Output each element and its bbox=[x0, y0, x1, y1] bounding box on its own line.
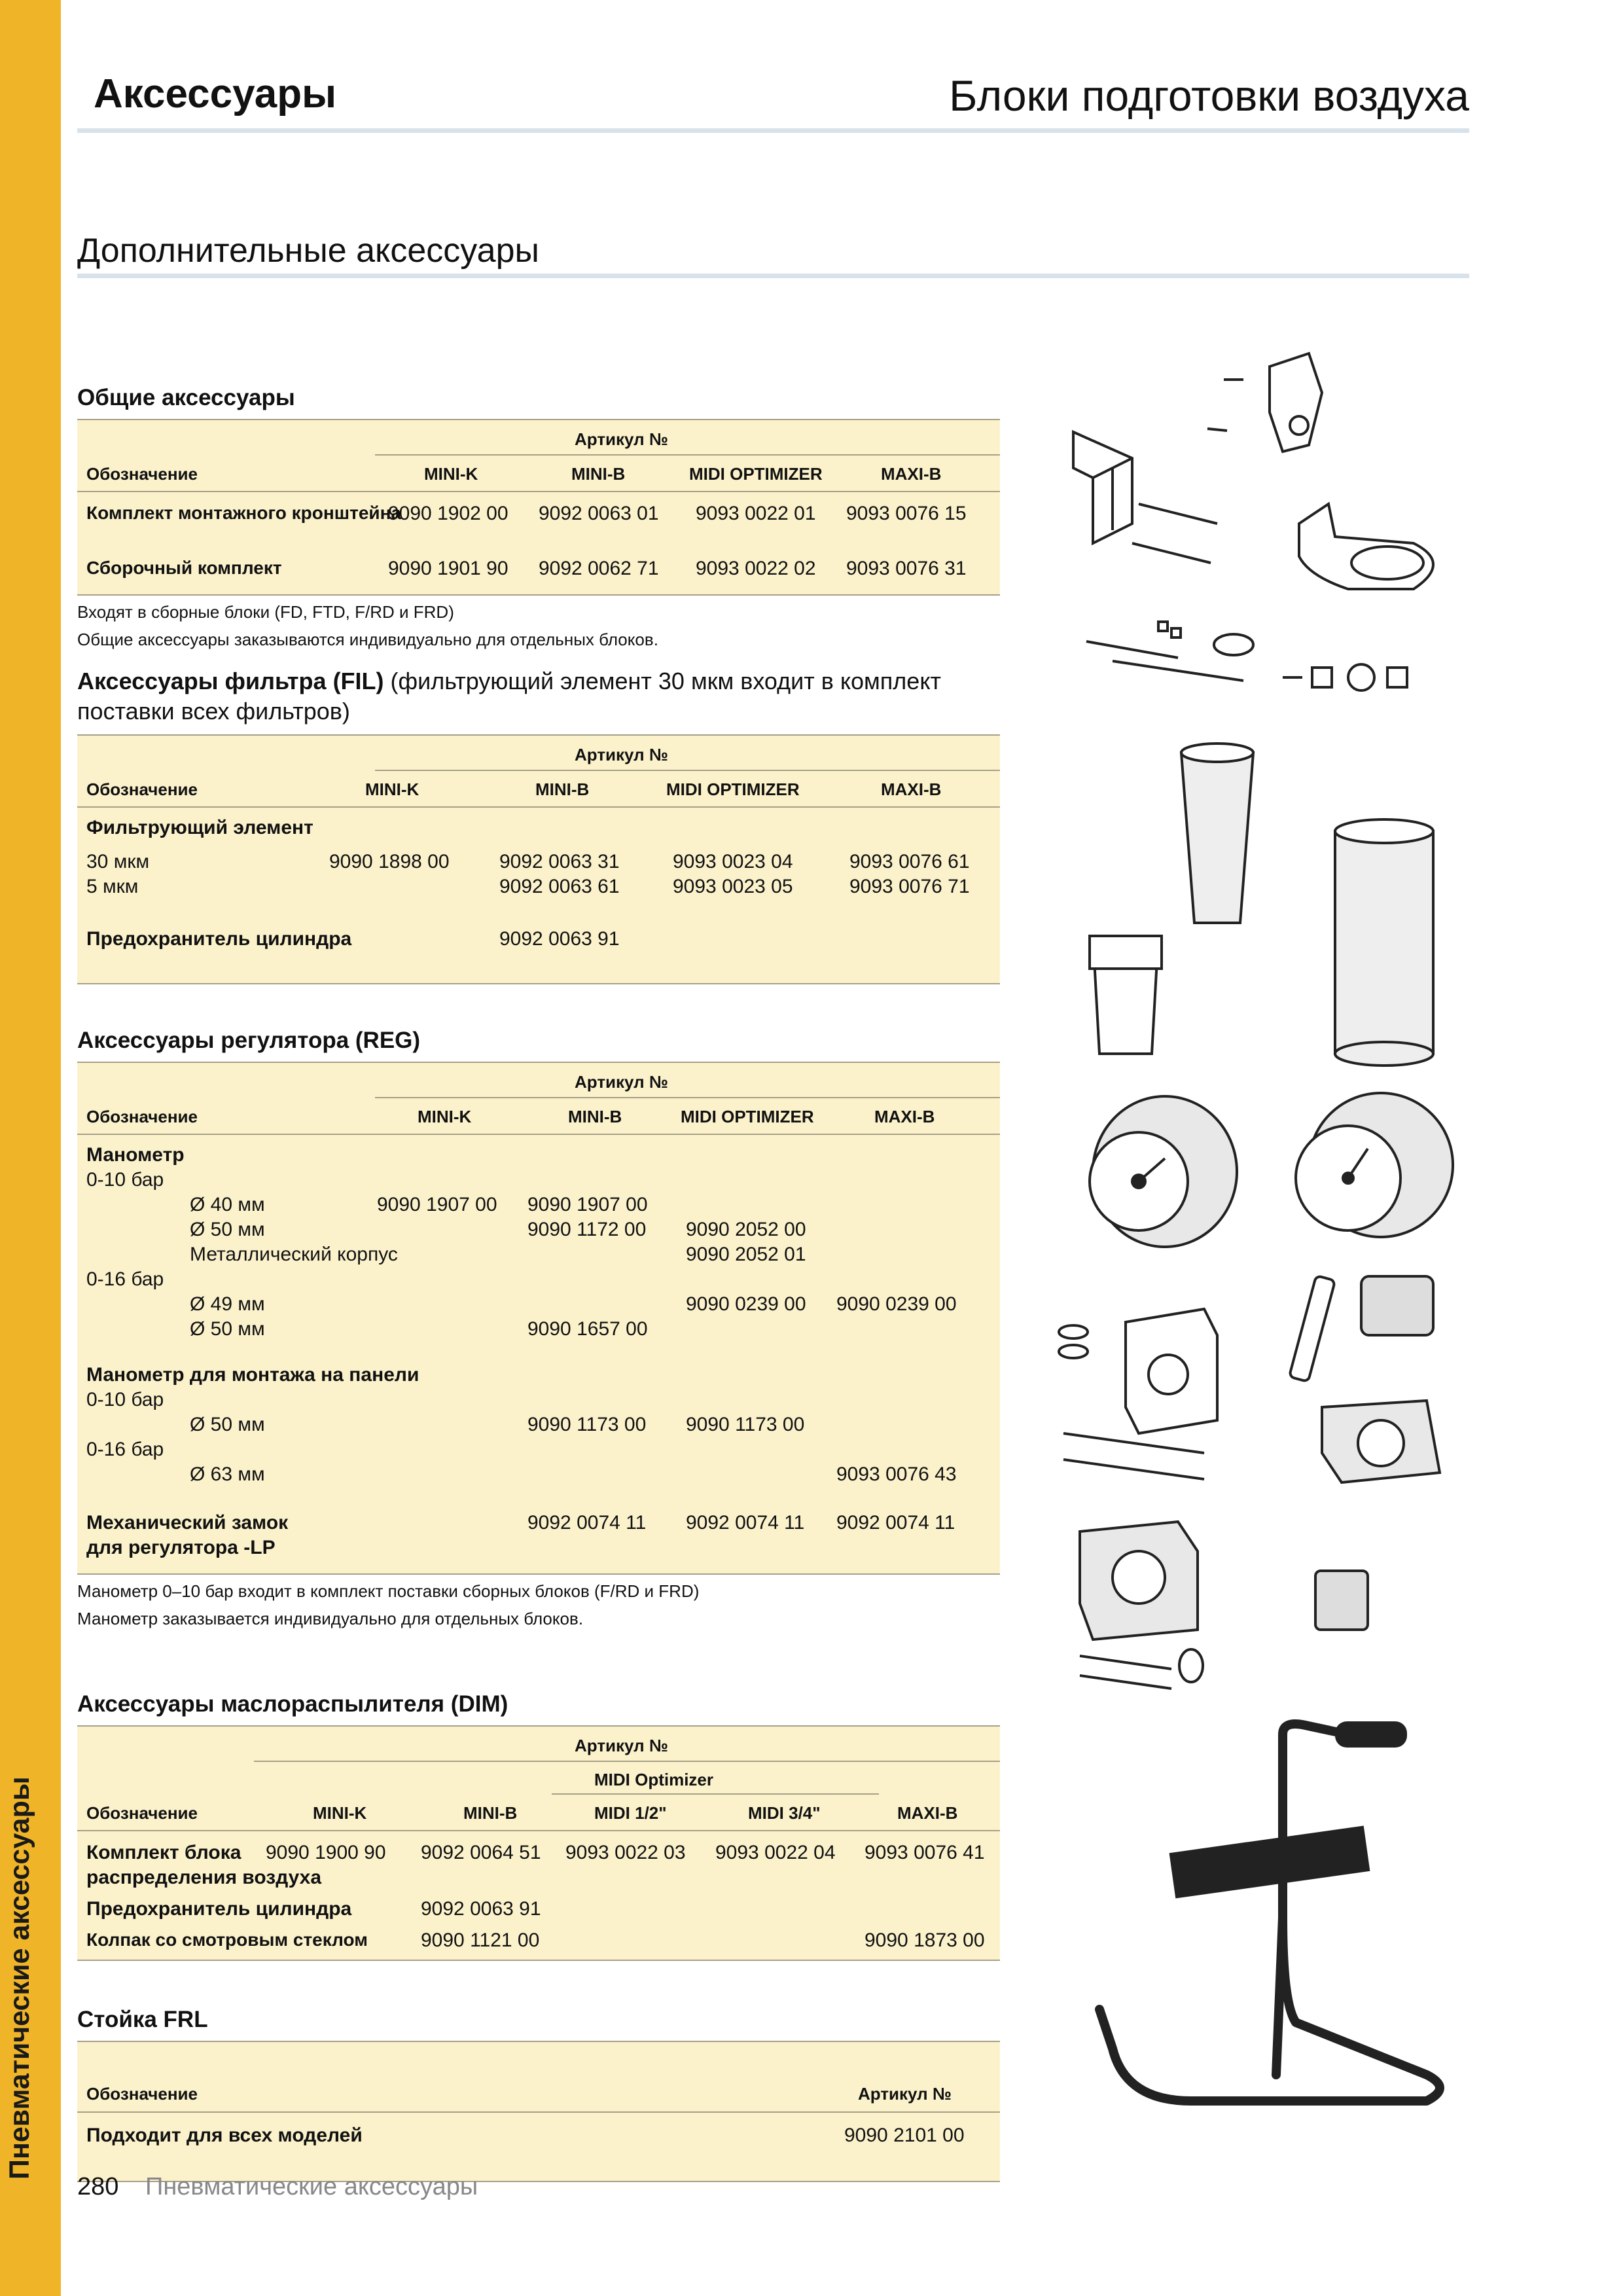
row-name: Предохранитель цилиндра bbox=[86, 1898, 352, 1920]
lubricator-title: Аксессуары маслораспылителя (DIM) bbox=[77, 1691, 508, 1717]
table-cell: 9093 0023 04 bbox=[673, 851, 793, 872]
designation-header: Обозначение bbox=[86, 2084, 198, 2104]
row-name: для регулятора -LP bbox=[86, 1537, 276, 1558]
midi-group-header: MIDI Optimizer bbox=[594, 1770, 714, 1789]
range-label: 0-16 бар bbox=[86, 1439, 164, 1460]
row-name: Комплект монтажного кронштейна bbox=[86, 503, 402, 523]
row-name: Комплект блока bbox=[86, 1842, 241, 1863]
row-name: Ø 49 мм bbox=[190, 1293, 265, 1315]
col-mini-b: MINI-B bbox=[571, 464, 626, 484]
filter-title bbox=[77, 666, 1000, 726]
side-label: Пневматические аксессуары bbox=[4, 1776, 35, 2179]
footer-text: Пневматические аксессуары bbox=[145, 2173, 478, 2200]
table-cell: 9093 0076 71 bbox=[849, 876, 970, 897]
row-name: 5 мкм bbox=[86, 876, 139, 897]
note: Общие аксессуары заказываются индивидуально для отдельных блоков. bbox=[77, 630, 658, 649]
row-name: Металлический корпус bbox=[190, 1244, 398, 1265]
table-cell: 9092 0063 91 bbox=[421, 1898, 541, 1920]
article-header: Артикул № bbox=[575, 429, 668, 449]
table-cell: 9092 0074 11 bbox=[527, 1512, 647, 1534]
table-cell: 9090 1657 00 bbox=[527, 1318, 648, 1340]
row-name: Ø 40 мм bbox=[190, 1194, 265, 1215]
row-name: 30 мкм bbox=[86, 851, 150, 872]
table-cell: 9093 0022 04 bbox=[715, 1842, 836, 1863]
filter-element-illustration bbox=[1060, 740, 1479, 1086]
table-cell: 9090 1121 00 bbox=[421, 1929, 540, 1951]
note: Манометр заказывается индивидуально для отдельных блоков. bbox=[77, 1609, 584, 1628]
table-cell: 9092 0064 51 bbox=[421, 1842, 541, 1863]
table-cell: 9090 0239 00 bbox=[836, 1293, 957, 1315]
designation-header: Обозначение bbox=[86, 1803, 198, 1823]
table-cell: 9093 0076 15 bbox=[846, 503, 967, 524]
range-label: 0-16 бар bbox=[86, 1268, 164, 1290]
col-maxi-b: MAXI-B bbox=[881, 780, 942, 799]
row-name: Ø 63 мм bbox=[190, 1463, 265, 1485]
table-cell: 9093 0076 31 bbox=[846, 558, 967, 579]
note: Манометр 0–10 бар входит в комплект поставки сборных блоков (F/RD и FRD) bbox=[77, 1581, 700, 1601]
table-cell: 9090 1907 00 bbox=[377, 1194, 497, 1215]
row-name: Ø 50 мм bbox=[190, 1219, 265, 1240]
filter-title-bold: Аксессуары фильтра (FIL) bbox=[77, 668, 384, 694]
table-cell: 9092 0063 61 bbox=[499, 876, 620, 897]
regulator-title: Аксессуары регулятора (REG) bbox=[77, 1028, 421, 1053]
row-name: Механический замок bbox=[86, 1512, 289, 1534]
col-mini-k: MINI-K bbox=[365, 780, 419, 799]
section-subtitle: Дополнительные аксессуары bbox=[77, 232, 539, 270]
table-cell: 9093 0022 03 bbox=[565, 1842, 686, 1863]
range-label: 0-10 бар bbox=[86, 1389, 164, 1410]
article-header: Артикул № bbox=[858, 2084, 952, 2104]
table-cell: 9093 0022 01 bbox=[696, 503, 816, 524]
col-mini-k: MINI-K bbox=[313, 1803, 367, 1823]
table-cell: 9090 1907 00 bbox=[527, 1194, 648, 1215]
table-cell: 9090 0239 00 bbox=[686, 1293, 806, 1315]
row-name: Колпак со смотровым стеклом bbox=[86, 1929, 368, 1950]
table-cell: 9093 0023 05 bbox=[673, 876, 793, 897]
table-cell: 9090 1173 00 bbox=[686, 1414, 805, 1435]
table-cell: 9092 0062 71 bbox=[539, 558, 659, 579]
col-midi: MIDI OPTIMIZER bbox=[689, 464, 823, 484]
row-name: Фильтрующий элемент bbox=[86, 817, 313, 838]
col-maxi-b: MAXI-B bbox=[897, 1803, 958, 1823]
regulator-table bbox=[77, 1062, 1000, 1575]
col-midi: MIDI OPTIMIZER bbox=[681, 1107, 814, 1126]
col-mini-k: MINI-K bbox=[418, 1107, 472, 1126]
row-name: Подходит для всех моделей bbox=[86, 2125, 363, 2146]
lubricator-table bbox=[77, 1725, 1000, 1961]
frl-stand-illustration bbox=[1086, 1708, 1453, 2140]
col-mini-b: MINI-B bbox=[535, 780, 590, 799]
table-cell: 9092 0063 01 bbox=[539, 503, 659, 524]
row-name: Сборочный комплект bbox=[86, 558, 282, 578]
header-divider bbox=[77, 128, 1469, 133]
col-mini-b: MINI-B bbox=[463, 1803, 518, 1823]
note: Входят в сборные блоки (FD, FTD, F/RD и FRD) bbox=[77, 602, 454, 622]
table-cell: 9092 0074 11 bbox=[686, 1512, 805, 1534]
designation-header: Обозначение bbox=[86, 1107, 198, 1126]
filter-title-rest: (фильтрующий элемент 30 мкм входит в комплект поставки всех фильтров) bbox=[77, 668, 941, 725]
row-name: распределения воздуха bbox=[86, 1867, 322, 1888]
general-table bbox=[77, 419, 1000, 596]
row-name: Ø 50 мм bbox=[190, 1318, 265, 1340]
range-label: 0-10 бар bbox=[86, 1169, 164, 1191]
table-cell: 9090 1898 00 bbox=[329, 851, 450, 872]
table-cell: 9093 0076 61 bbox=[849, 851, 970, 872]
table-cell: 9093 0022 02 bbox=[696, 558, 816, 579]
col-mini-k: MINI-K bbox=[424, 464, 478, 484]
regulator-section bbox=[77, 1028, 1000, 1632]
article-header: Артикул № bbox=[575, 1736, 668, 1755]
col-maxi-b: MAXI-B bbox=[881, 464, 942, 484]
designation-header: Обозначение bbox=[86, 464, 198, 484]
row-name: Манометр для монтажа на панели bbox=[86, 1364, 419, 1386]
col-maxi-b: MAXI-B bbox=[874, 1107, 935, 1126]
col-mini-b: MINI-B bbox=[568, 1107, 622, 1126]
stand-plate bbox=[1169, 1825, 1370, 1898]
stand-title: Стойка FRL bbox=[77, 2007, 208, 2032]
table-cell: 9090 1901 90 bbox=[388, 558, 508, 579]
table-cell: 9090 1873 00 bbox=[865, 1929, 985, 1951]
table-cell: 9092 0074 11 bbox=[836, 1512, 955, 1534]
article-header: Артикул № bbox=[575, 745, 668, 764]
table-cell: 9092 0063 31 bbox=[499, 851, 620, 872]
manometer-illustration bbox=[1067, 1086, 1472, 1263]
page-title: Аксессуары bbox=[94, 71, 337, 117]
designation-header: Обозначение bbox=[86, 780, 198, 799]
stand-table bbox=[77, 2041, 1000, 2182]
general-title: Общие аксессуары bbox=[77, 385, 295, 410]
col-midi-34: MIDI 3/4" bbox=[748, 1803, 821, 1823]
filter-table bbox=[77, 734, 1000, 984]
page-category: Блоки подготовки воздуха bbox=[949, 71, 1469, 120]
stand-section bbox=[77, 2007, 1000, 2182]
lubricator-section bbox=[77, 1691, 1000, 1961]
subtitle-divider bbox=[77, 274, 1469, 278]
table-cell: 9090 2052 00 bbox=[686, 1219, 806, 1240]
row-name: Предохранитель цилиндра bbox=[86, 928, 352, 950]
col-midi-12: MIDI 1/2" bbox=[594, 1803, 667, 1823]
article-header: Артикул № bbox=[575, 1072, 668, 1092]
row-name: Ø 50 мм bbox=[190, 1414, 265, 1435]
bracket-kit-illustration bbox=[1047, 347, 1479, 726]
table-cell: 9093 0076 41 bbox=[865, 1842, 985, 1863]
lock-and-block-illustration bbox=[1054, 1263, 1472, 1695]
table-cell: 9090 1900 90 bbox=[266, 1842, 386, 1863]
table-cell: 9090 1902 00 bbox=[388, 503, 508, 524]
table-cell: 9090 2101 00 bbox=[844, 2125, 965, 2146]
col-midi: MIDI OPTIMIZER bbox=[666, 780, 800, 799]
table-cell: 9093 0076 43 bbox=[836, 1463, 957, 1485]
table-cell: 9092 0063 91 bbox=[499, 928, 620, 950]
page-number: 280 bbox=[77, 2173, 119, 2200]
general-section bbox=[77, 385, 1000, 653]
table-cell: 9090 2052 01 bbox=[686, 1244, 806, 1265]
row-name: Манометр bbox=[86, 1144, 185, 1166]
filter-section bbox=[77, 666, 1000, 984]
table-cell: 9090 1172 00 bbox=[527, 1219, 647, 1240]
table-cell: 9090 1173 00 bbox=[527, 1414, 647, 1435]
